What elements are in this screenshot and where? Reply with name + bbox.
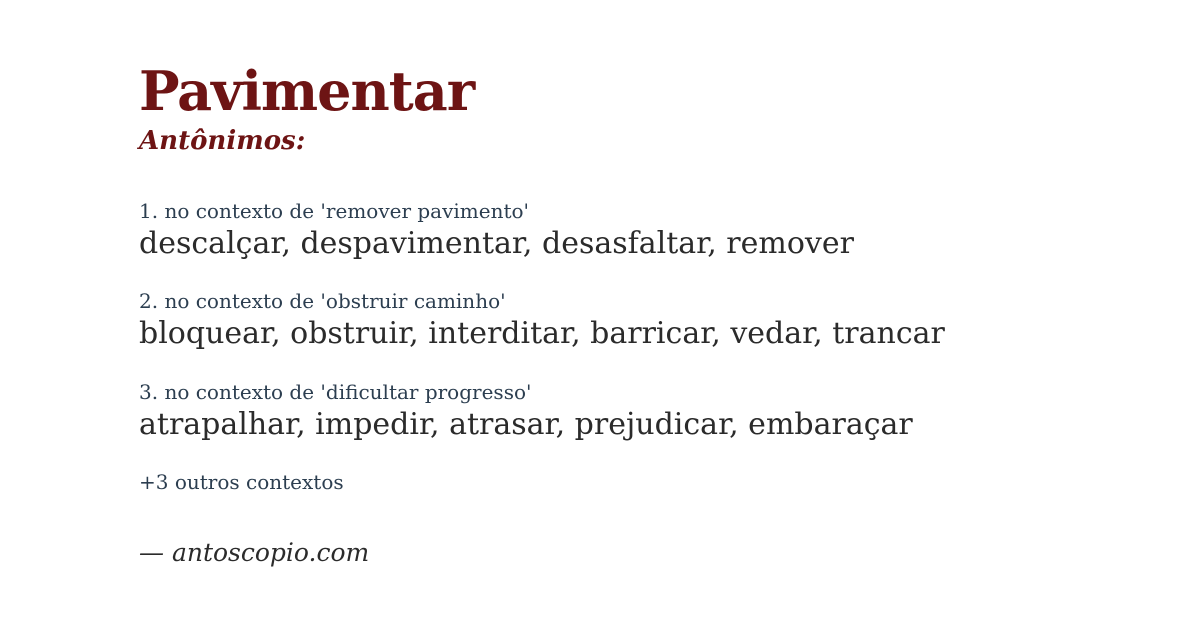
antonyms-line-1: descalçar, despavimentar, desasfaltar, remover [139,225,854,261]
section-heading-antonimos: Antônimos: [139,126,306,157]
antonyms-line-3: atrapalhar, impedir, atrasar, prejudicar, embaraçar [139,406,913,442]
more-contexts-link[interactable]: +3 outros contextos [139,470,344,495]
page-title: Pavimentar [139,59,475,123]
context-item-2 [139,288,1119,355]
context-label-1: 1. no contexto de 'remover pavimento' [139,198,530,223]
antonyms-card [139,0,1119,570]
attribution-source: — antoscopio.com [139,538,370,568]
context-item-1 [139,198,1119,265]
context-label-3: 3. no contexto de 'dificultar progresso' [139,379,532,404]
context-item-3 [139,379,1119,446]
contexts-list [139,198,1119,446]
antonyms-line-2: bloquear, obstruir, interditar, barricar, vedar, trancar [139,316,945,352]
context-label-2: 2. no contexto de 'obstruir caminho' [139,289,506,314]
